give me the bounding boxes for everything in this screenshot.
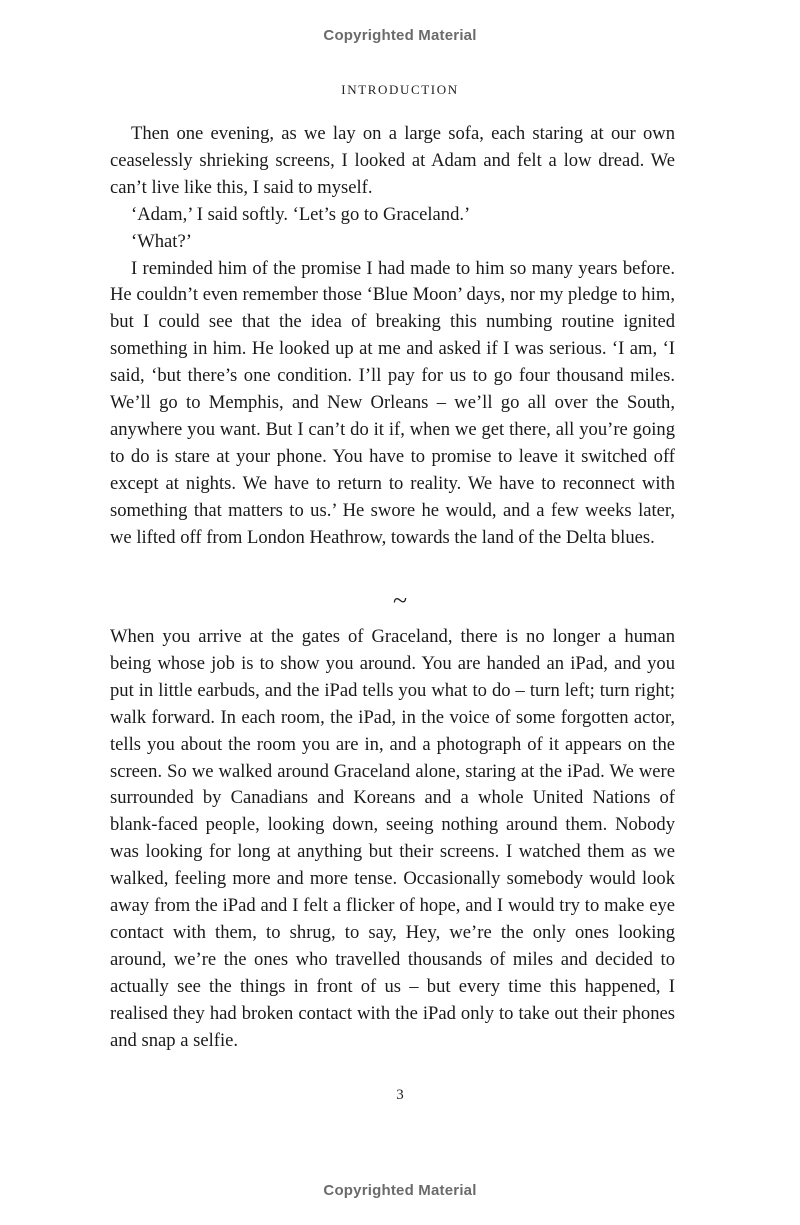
paragraph: ‘What?’ [131, 230, 192, 252]
running-head: INTRODUCTION [341, 82, 459, 97]
body-section-2 [110, 624, 675, 1055]
paragraph: ‘Adam,’ I said softly. ‘Let’s go to Graceland.’ [131, 203, 471, 225]
watermark-bottom: Copyrighted Material [323, 1182, 477, 1199]
section-break-ornament: ~ [392, 586, 408, 615]
body-section-1 [110, 121, 675, 552]
paragraph: Then one evening, as we lay on a large sofa, each staring at our own ceaselessly shrieking screens, I looked at Adam and felt a low dread. We can’t live like this, I said to myself. [110, 123, 675, 198]
page-number: 3 [396, 1087, 404, 1103]
paragraph: When you arrive at the gates of Graceland, there is no longer a human being whose job is to show you around. You are handed an iPad, and you put in little earbuds, and the iPad tells you what to do – turn left; turn right; walk forward. In each room, the iPad, in the voice of some forgotten actor, tells you about the room you are in, and a photograph of it appears on the screen. So we walked around Graceland alone, staring at the iPad. We were surrounded by Canadians and Koreans and a whole United Nations of blank-faced people, looking down, seeing nothing around them. Nobody was looking for long at anything but their screens. I watched them as we walked, feeling more and more tense. Occasionally somebody would look away from the iPad and I felt a flicker of hope, and I would try to make eye contact with them, to shrug, to say, Hey, we’re the only ones looking around, we’re the ones who travelled thousands of miles and decided to actually see the things in front of us – but every time this happened, I realised they had broken contact with the iPad only to take out their phones and snap a selfie. [110, 626, 675, 1051]
watermark-top: Copyrighted Material [323, 27, 477, 44]
paragraph: I reminded him of the promise I had made to him so many years before. He couldn’t even remember those ‘Blue Moon’ days, nor my pledge to him, but I could see that the idea of breaking this numbing routine ignited something in him. He looked up at me and asked if I was serious. ‘I am, ‘I said, ‘but there’s one condition. I’ll pay for us to go four thousand miles. We’ll go to Memphis, and New Orleans – we’ll go all over the South, anywhere you want. But I can’t do it if, when we get there, all you’re going to do is stare at your phone. You have to promise to leave it switched off except at nights. We have to return to reality. We have to reconnect with something that matters to us.’ He swore he would, and a few weeks later, we lifted off from London Heathrow, towards the land of the Delta blues. [110, 257, 675, 548]
